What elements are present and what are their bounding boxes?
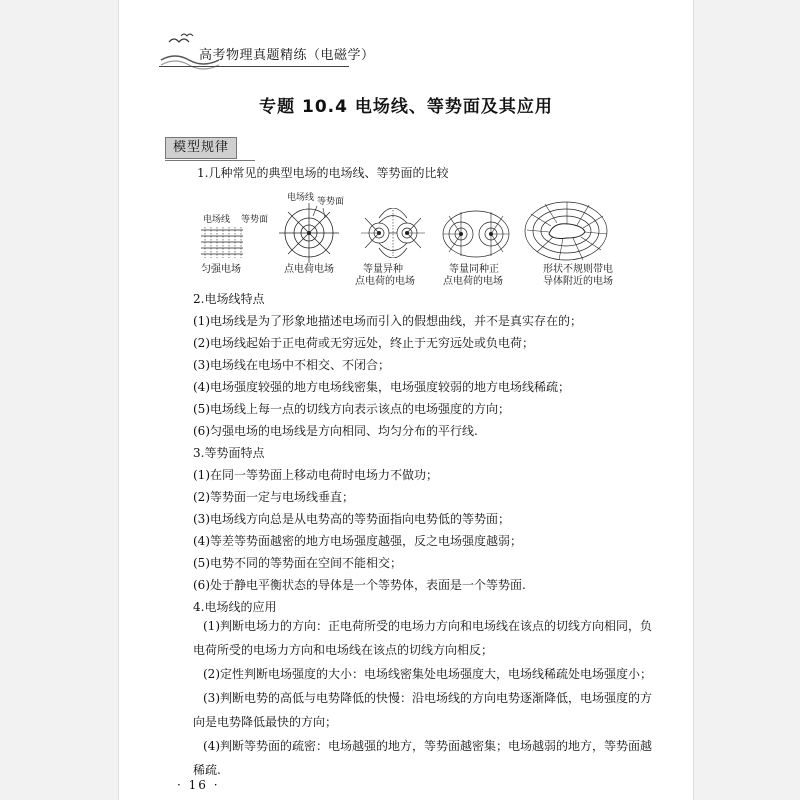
book-title: 高考物理真题精练（电磁学）	[199, 48, 375, 63]
point-label-field-line: 电场线	[287, 193, 315, 203]
point-caption: 点电荷电场	[284, 264, 334, 275]
irregular-conductor-diagram	[523, 200, 609, 262]
item3-point-2: (2)等势面一定与电场线垂直；	[193, 490, 354, 504]
item4-paragraph-1: (1)判断电场力的方向：正电荷所受的电场力方向和电场线在该点的切线方向相同，负电荷所受的电场力方向和电场线在该点的切线方向相反；	[193, 619, 653, 657]
item2-heading: 2.电场线特点	[193, 292, 265, 306]
like-caption-line2: 点电荷的电场	[443, 276, 503, 287]
point-label-equipotential: 等势面	[317, 197, 345, 207]
like-charges-diagram	[441, 208, 511, 260]
page-number: · 16 ·	[177, 778, 220, 792]
item2-point-4: (4)电场强度较强的地方电场线密集，电场强度较弱的地方电场线稀疏；	[193, 380, 571, 394]
unlike-caption-line1: 等量异种	[363, 264, 403, 275]
item4-paragraph-3: (3)判断电势的高低与电势降低的快慢：沿电场线的方向电势逐渐降低，电场强度的方向是电势降低最快的方向；	[193, 691, 653, 729]
item4-heading: 4.电场线的应用	[193, 600, 277, 614]
unlike-charges-diagram	[359, 208, 427, 258]
item2-point-6: (6)匀强电场的电场线是方向相同、均匀分布的平行线.	[193, 424, 478, 438]
item4-paragraph-2: (2)定性判断电场强度的大小：电场线密集处电场强度大，电场线稀疏处电场强度小；	[203, 667, 653, 681]
item2-point-2: (2)电场线起始于正电荷或无穷远处，终止于无穷远处或负电荷；	[193, 336, 535, 350]
section-title: 专题 10.4 电场线、等势面及其应用	[259, 97, 553, 117]
irregular-caption-line2: 导体附近的电场	[543, 276, 613, 287]
section-tag: 模型规律	[165, 137, 237, 159]
item3-point-4: (4)等差等势面越密的地方电场强度越强，反之电场强度越弱；	[193, 534, 523, 548]
item3-point-1: (1)在同一等势面上移动电荷时电场力不做功；	[193, 468, 438, 482]
running-header	[159, 30, 419, 70]
item2-point-1: (1)电场线是为了形象地描述电场而引入的假想曲线，并不是真实存在的；	[193, 314, 583, 328]
header-rule	[159, 66, 349, 67]
item1-heading: 1.几种常见的典型电场的电场线、等势面的比较	[197, 166, 449, 180]
uniform-caption: 匀强电场	[201, 264, 241, 275]
item3-point-3: (3)电场线方向总是从电势高的等势面指向电势低的等势面；	[193, 512, 511, 526]
tag-underline	[165, 160, 255, 161]
item4-paragraph-4: (4)判断等势面的疏密：电场越强的地方，等势面越密集；电场越弱的地方，等势面越稀疏.	[193, 739, 653, 777]
item3-heading: 3.等势面特点	[193, 446, 265, 460]
irregular-caption-line1: 形状不规则带电	[543, 264, 613, 275]
point-charge-diagram	[279, 200, 345, 264]
book-page	[118, 0, 694, 800]
item2-point-3: (3)电场线在电场中不相交、不闭合；	[193, 358, 390, 372]
uniform-label-field-line: 电场线	[203, 215, 231, 225]
item3-point-6: (6)处于静电平衡状态的导体是一个等势体，表面是一个等势面.	[193, 578, 526, 592]
unlike-caption-line2: 点电荷的电场	[355, 276, 415, 287]
like-caption-line1: 等量同种正	[449, 264, 499, 275]
uniform-field-diagram	[199, 226, 245, 260]
item2-point-5: (5)电场线上每一点的切线方向表示该点的电场强度的方向；	[193, 402, 511, 416]
item3-point-5: (5)电势不同的等势面在空间不能相交；	[193, 556, 402, 570]
uniform-label-equipotential: 等势面	[241, 215, 269, 225]
